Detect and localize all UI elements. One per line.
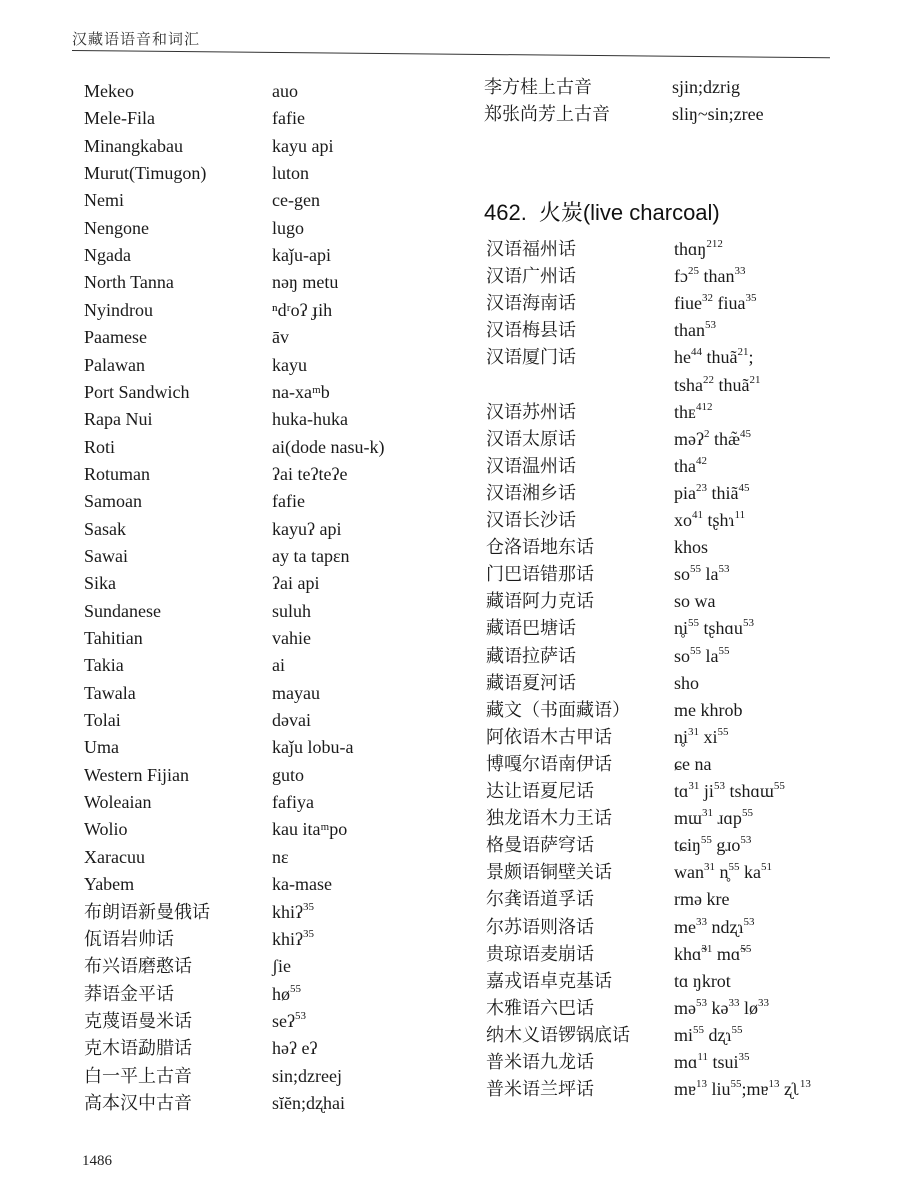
- word-form: fafie: [272, 491, 305, 512]
- language-name: Ngada: [84, 245, 131, 266]
- header-rule: [72, 50, 830, 58]
- language-name: 普米语九龙话: [486, 1052, 594, 1072]
- language-name: 独龙语木力王话: [486, 808, 612, 829]
- word-form: kaǰu lobu-a: [272, 737, 354, 758]
- word-form: mɑ$^{11}$ tsui$^{35}$: [674, 1051, 750, 1072]
- word-form: sho: [674, 672, 700, 693]
- language-name: Xaracuu: [84, 846, 145, 867]
- language-name: 汉语温州话: [486, 455, 576, 476]
- language-name: Tolai: [84, 710, 121, 731]
- word-form: mɯ$^{31}$ ɹɑp$^{55}$: [674, 807, 753, 829]
- language-name: 汉语湘乡话: [486, 482, 576, 503]
- language-name: 贵琼语麦崩话: [486, 943, 594, 964]
- language-name: Sasak: [84, 518, 126, 539]
- language-name: 布朗语新曼俄话: [84, 901, 210, 922]
- page-number: 1486: [82, 1153, 112, 1169]
- word-form: mayau: [272, 682, 320, 703]
- language-name: Yabem: [84, 874, 135, 895]
- language-name: Murut(Timugon): [84, 163, 207, 184]
- language-name: 汉语厦门话: [486, 347, 576, 368]
- word-form: məʔ$^2$ thæ̃$^{45}$: [674, 427, 751, 449]
- word-form: ce-gen: [272, 190, 320, 211]
- word-form: luton: [272, 163, 310, 184]
- word-form: tha$^{42}$: [674, 454, 707, 476]
- word-form: $so^{55}$ $la^{55}$: [674, 644, 730, 666]
- language-name: 格曼语萨穹话: [486, 835, 594, 856]
- word-form: ⁿdʳoʔ ɟih: [272, 299, 333, 320]
- word-form: auo: [272, 81, 298, 101]
- language-name: Takia: [84, 655, 124, 676]
- section-number: 462.: [484, 200, 527, 225]
- language-name: Rotuman: [84, 463, 150, 484]
- language-name: Rapa Nui: [84, 409, 153, 430]
- word-form: $he^{44}$ thuã$^{21}$;: [674, 346, 754, 368]
- language-name: Wolio: [84, 819, 128, 840]
- language-name: 嘉戎语卓克基话: [486, 970, 612, 991]
- language-name: 郑张尚芳上古音: [484, 104, 610, 124]
- word-form: kayu api: [272, 135, 334, 156]
- word-form: tɑ$^{31}$ $ji^{53}$ tshɑɯ$^{55}$: [674, 780, 785, 801]
- language-name: Minangkabau: [84, 135, 183, 156]
- word-form: huka-huka: [272, 409, 348, 430]
- language-name: Mekeo: [84, 81, 134, 101]
- language-name: North Tanna: [84, 272, 174, 293]
- language-name: 李方桂上古音: [484, 77, 592, 97]
- language-name: 汉语梅县话: [486, 320, 576, 341]
- language-name: 克蔑语曼米话: [84, 1010, 192, 1031]
- word-form: mɐ$^{13}$ liu$^{55}$;mɐ$^{13}$ ʐʅ$^{13}$: [674, 1078, 811, 1100]
- language-name: 高本汉中古音: [84, 1092, 192, 1113]
- word-form: dəvai: [272, 710, 311, 731]
- language-name: 尔苏语则洛话: [486, 916, 594, 937]
- section-title: 火炭(live charcoal): [538, 200, 720, 225]
- language-name: 汉语福州话: [486, 239, 576, 259]
- word-form: həʔ eʔ: [272, 1038, 318, 1059]
- word-form: than$^{53}$: [674, 319, 716, 341]
- word-form: $n̥i^{55}$ tʂhɑu$^{53}$: [674, 617, 754, 639]
- word-form: ka-mase: [272, 874, 332, 895]
- language-name: Port Sandwich: [84, 381, 190, 402]
- language-name: 纳木义语锣锅底话: [486, 1024, 630, 1045]
- word-form: fafie: [272, 108, 305, 129]
- word-form: fiue$^{32}$ fiua$^{35}$: [674, 292, 757, 314]
- language-name: Mele-Fila: [84, 108, 155, 129]
- language-name: Paamese: [84, 327, 147, 348]
- language-name: Nemi: [84, 190, 124, 211]
- language-name: 景颇语铜壁关话: [486, 862, 612, 883]
- word-form: fafiya: [272, 792, 314, 813]
- language-name: 尔龚语道孚话: [486, 889, 594, 910]
- word-form: suluh: [272, 600, 312, 621]
- word-form: ay ta tapɛn: [272, 545, 350, 566]
- language-name: 仓洛语地东话: [486, 537, 594, 558]
- word-form: kau itaᵐpo: [272, 819, 348, 840]
- word-form: ɕe na: [674, 753, 712, 774]
- word-form: khɑ̃$^{31}$ mɑ̃$^{55}$: [674, 942, 752, 964]
- language-name: Tawala: [84, 682, 136, 703]
- language-name: Nengone: [84, 217, 149, 238]
- language-name: 达让语夏尼话: [486, 781, 594, 801]
- word-form: sin;dzreej: [272, 1065, 342, 1086]
- word-form: me khrob: [674, 699, 743, 720]
- language-name: 汉语长沙话: [486, 510, 576, 530]
- language-name: 木雅语六巴话: [486, 997, 594, 1018]
- language-name: 博嘎尔语南伊话: [486, 753, 612, 774]
- word-form: tɕiŋ$^{55}$ gɹo$^{53}$: [674, 834, 752, 856]
- language-name: Uma: [84, 737, 119, 758]
- word-form: ʔai teʔteʔe: [272, 463, 348, 484]
- language-name: 藏语夏河话: [486, 672, 576, 693]
- word-form: vahie: [272, 628, 311, 648]
- section-heading: [484, 196, 720, 227]
- word-form: thᴇ$^{412}$: [674, 400, 713, 422]
- word-form: fɔ$^{25}$ than$^{33}$: [674, 265, 746, 287]
- word-form: sliŋ~sin;zree: [672, 104, 764, 124]
- word-form: $xo^{41}$ tʂhɿ$^{11}$: [674, 509, 746, 530]
- word-form: $mi^{55}$ dʐɿ$^{55}$: [674, 1023, 743, 1045]
- word-form: na-xaᵐb: [272, 381, 330, 402]
- word-form: ai: [272, 655, 285, 676]
- language-name: 藏语巴塘话: [486, 618, 576, 639]
- word-form: kayuʔ api: [272, 518, 342, 539]
- word-form: $n̥i^{31}$ $xi^{55}$: [674, 725, 729, 747]
- language-name: 藏文（书面藏语）: [486, 699, 630, 720]
- language-name: Sundanese: [84, 600, 161, 621]
- language-name: 汉语苏州话: [486, 401, 576, 422]
- language-name: 阿依语木古甲话: [486, 726, 612, 747]
- language-name: 汉语广州话: [486, 266, 576, 287]
- language-name: Samoan: [84, 491, 142, 512]
- language-name: Tahitian: [84, 628, 143, 648]
- word-form: tsha$^{22}$ thuã$^{21}$: [674, 373, 761, 395]
- word-form: rmə kre: [674, 889, 730, 910]
- word-form: khos: [674, 537, 709, 558]
- language-name: Sawai: [84, 545, 128, 566]
- language-name: 藏语拉萨话: [486, 645, 576, 666]
- language-name: 白一平上古音: [84, 1065, 192, 1086]
- language-name: Western Fijian: [84, 764, 190, 785]
- word-form: sĭĕn;dʐhai: [272, 1092, 345, 1113]
- word-form: so wa: [674, 591, 716, 612]
- word-form: wan$^{31}$ n̥$^{55}$ $ka^{51}$: [674, 861, 772, 883]
- word-form: ʔai api: [272, 573, 320, 594]
- word-form: ʃie: [272, 956, 291, 977]
- word-form: seʔ$^{53}$: [272, 1009, 306, 1031]
- language-name: 藏语阿力克话: [486, 591, 594, 612]
- word-form: mə$^{53}$ kə$^{33}$ $lø^{33}$: [674, 996, 770, 1018]
- word-form: guto: [272, 764, 305, 785]
- word-form: khiʔ$^{35}$: [272, 900, 314, 922]
- word-form: nɛ: [272, 846, 289, 867]
- language-name: 门巴语错那话: [486, 564, 594, 585]
- word-form: nəŋ metu: [272, 272, 339, 293]
- word-form: sjin;dzrig: [672, 77, 740, 97]
- language-name: 莽语金平话: [84, 983, 174, 1004]
- language-name: 克木语勐腊话: [84, 1038, 192, 1059]
- word-form: kaǰu-api: [272, 245, 331, 266]
- word-form: kayu: [272, 354, 307, 375]
- language-name: 汉语海南话: [486, 293, 576, 314]
- language-name: 布兴语磨憨话: [84, 956, 192, 977]
- language-name: 汉语太原话: [486, 428, 576, 449]
- language-name: Sika: [84, 573, 117, 594]
- word-form: āv: [272, 327, 289, 348]
- word-form: $hø^{55}$: [272, 982, 301, 1004]
- word-form: tɑ ŋkrot: [674, 970, 731, 991]
- word-form: $so^{55}$ $la^{53}$: [674, 563, 730, 585]
- word-form: pia$^{23}$ thiã$^{45}$: [674, 481, 750, 503]
- word-form: lugo: [272, 217, 305, 238]
- word-form: thɑŋ$^{212}$: [674, 238, 723, 259]
- word-form: ai(dode nasu-k): [272, 436, 385, 457]
- language-name: Nyindrou: [84, 299, 153, 320]
- language-name: 普米语兰坪话: [486, 1079, 594, 1100]
- language-name: 佤语岩帅话: [84, 928, 174, 949]
- language-name: Palawan: [84, 354, 145, 375]
- language-name: Roti: [84, 436, 116, 457]
- running-head: 汉藏语语音和词汇: [72, 32, 201, 48]
- language-name: Woleaian: [84, 792, 152, 813]
- word-form: $me^{33}$ ndʐɿ$^{53}$: [674, 915, 755, 937]
- word-form: khiʔ$^{35}$: [272, 927, 314, 949]
